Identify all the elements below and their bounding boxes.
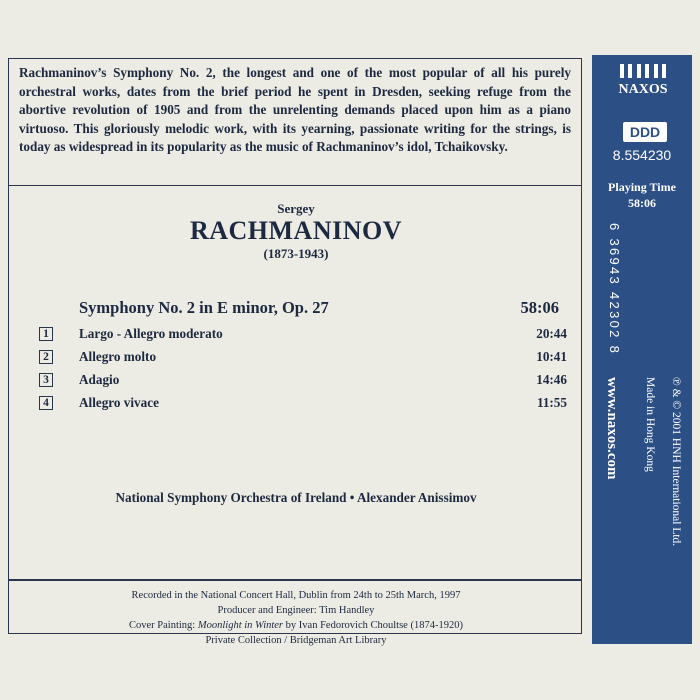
barcode-digits: 6 36943 42302 8 bbox=[607, 223, 622, 356]
composer-first-name: Sergey bbox=[277, 201, 315, 216]
track-duration: 14:46 bbox=[536, 372, 567, 387]
track-title: Allegro molto bbox=[79, 349, 157, 364]
label-name: NAXOS bbox=[618, 82, 668, 97]
website: www.naxos.com bbox=[604, 377, 620, 480]
track-number: 4 bbox=[39, 396, 53, 410]
track-row bbox=[39, 395, 567, 415]
track-number: 2 bbox=[39, 350, 53, 364]
composer-dates: (1873-1943) bbox=[263, 246, 329, 261]
credits-box bbox=[8, 580, 582, 646]
temple-columns-icon bbox=[620, 64, 666, 78]
intro-text: Rachmaninov’s Symphony No. 2, the longest and one of the most popular of all his purely orchestral works, dates from the brief period he spent in Dresden, seeking refuge from the abortive revolution of 1905 and from the unrelenting demands placed upon him as a piano virtuoso. This gloriously melodic work, with its yearning, passionate writing for the strings, is today as widespread in its popularity as the music of Rachmaninov’s idol, Tchaikovsky. bbox=[19, 65, 571, 155]
credit-cover-prefix: Cover Painting: bbox=[129, 620, 198, 631]
track-title: Largo - Allegro moderato bbox=[79, 326, 223, 341]
format-badge: DDD bbox=[623, 122, 667, 142]
intro-box bbox=[8, 58, 582, 186]
track-duration: 11:55 bbox=[536, 395, 567, 410]
credit-cover bbox=[9, 618, 583, 633]
spine bbox=[592, 55, 692, 644]
playing-time-label: Playing Time bbox=[608, 180, 676, 194]
label-band bbox=[592, 55, 692, 105]
track-duration: 10:41 bbox=[536, 349, 567, 364]
catalog-number: 8.554230 bbox=[612, 147, 672, 163]
track-number: 3 bbox=[39, 373, 53, 387]
naxos-logo bbox=[614, 62, 672, 100]
credit-cover-suffix: by Ivan Fedorovich Choultse (1874-1920) bbox=[283, 620, 463, 631]
composer-last-name: RACHMANINOV bbox=[189, 216, 403, 245]
track-title: Allegro vivace bbox=[79, 395, 159, 410]
credit-recorded: Recorded in the National Concert Hall, Dublin from 24th to 25th March, 1997 bbox=[131, 590, 461, 601]
credits bbox=[9, 588, 583, 648]
made-in: Made in Hong Kong bbox=[644, 377, 656, 472]
tracklist-box bbox=[8, 186, 582, 580]
playing-time: 58:06 bbox=[628, 196, 656, 210]
performers: National Symphony Orchestra of Ireland • Alexander Anissimov bbox=[115, 490, 477, 505]
track-row bbox=[39, 372, 567, 392]
track-row bbox=[39, 326, 567, 346]
credit-producer: Producer and Engineer: Tim Handley bbox=[217, 605, 375, 616]
track-title: Adagio bbox=[79, 372, 120, 387]
work-title: Symphony No. 2 in E minor, Op. 27 bbox=[79, 298, 329, 317]
track-row bbox=[39, 349, 567, 369]
work-duration: 58:06 bbox=[520, 298, 559, 317]
credit-collection: Private Collection / Bridgeman Art Library bbox=[205, 635, 387, 646]
track-duration: 20:44 bbox=[536, 326, 567, 341]
copyright-notice: ℗ & © 2001 HNH International Ltd. bbox=[670, 377, 682, 547]
credit-cover-title: Moonlight in Winter bbox=[197, 620, 284, 631]
track-number: 1 bbox=[39, 327, 53, 341]
